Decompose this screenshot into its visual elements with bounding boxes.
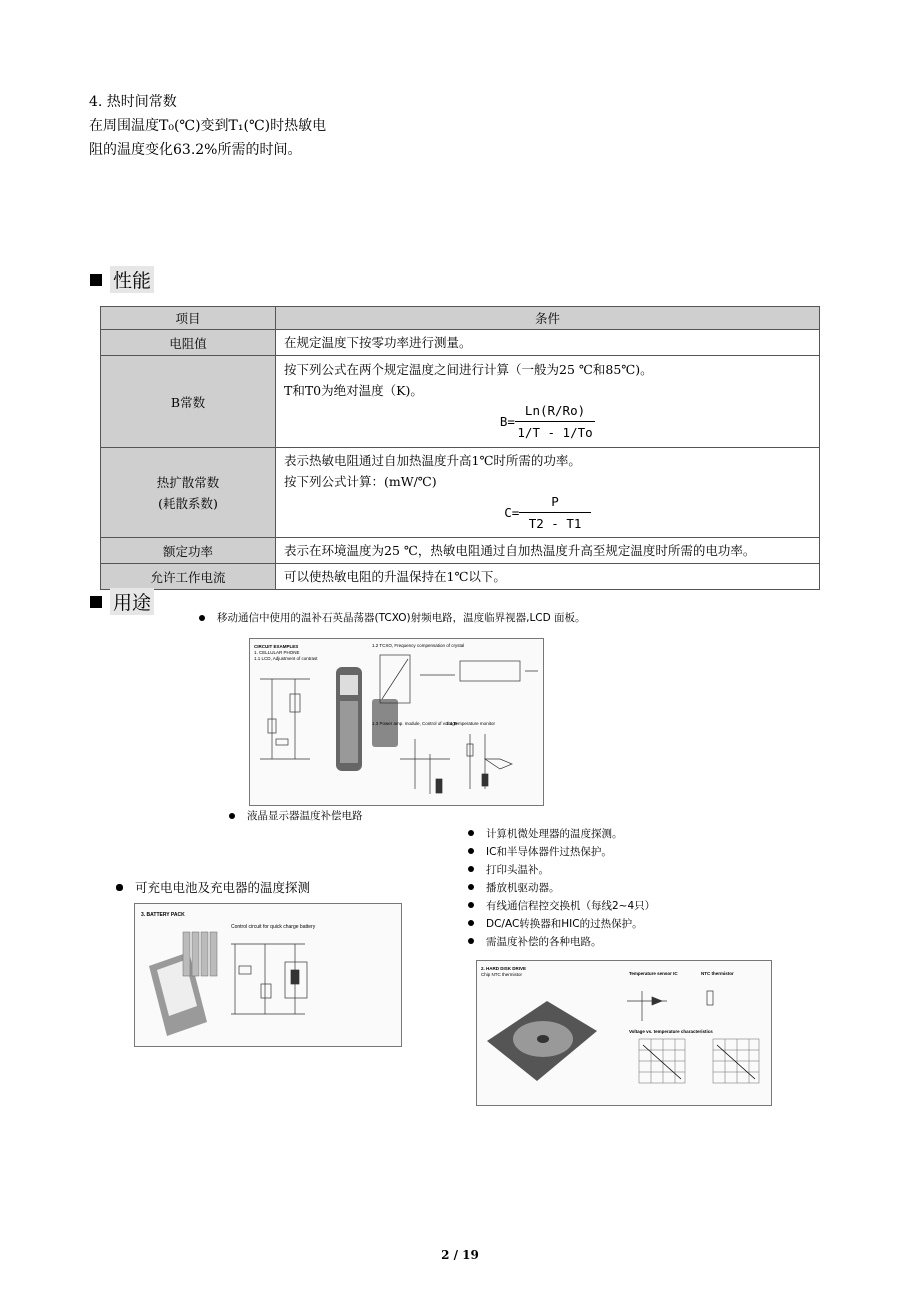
bullet-dot-icon: [116, 884, 123, 891]
bullet-text: DC/AC转换器和HIC的过热保护。: [486, 917, 643, 930]
bullet-dot-icon: [468, 830, 474, 836]
table-row: [101, 356, 820, 448]
bullet-dot-icon: [229, 813, 235, 819]
battery-pack-illustration: [149, 932, 217, 1036]
table-header-row: [101, 307, 820, 330]
figure-caption: 1.3 Power amp. module, Control of voltage: [372, 721, 458, 726]
formula-numerator: P: [519, 494, 591, 513]
table-row: [101, 538, 820, 564]
figure-caption: Temperature sensor IC: [629, 971, 678, 976]
hard-disk-drive-circuit-figure: [476, 960, 772, 1106]
page-number: 2 / 19: [441, 1248, 479, 1262]
hard-disk-drive-diagram: [477, 961, 771, 1105]
formula-lhs: B=: [499, 414, 515, 429]
description-line-1: 在周围温度T₀(℃)变到T₁(℃)时热敏电: [89, 118, 327, 134]
voltage-temperature-plots: [639, 1039, 759, 1083]
header-item: 项目: [101, 307, 276, 330]
row-condition: [276, 448, 820, 538]
bullet-dot-icon: [468, 920, 474, 926]
condition-text: 表示在环境温度为25 ℃，热敏电阻通过自加热温度升高至规定温度时所需的电功率。: [284, 543, 756, 558]
bullet-text: 计算机微处理器的温度探测。: [486, 827, 623, 840]
bullet-text: IC和半导体器件过热保护。: [486, 845, 612, 858]
bullet-dot-icon: [468, 848, 474, 854]
phone-illustration: [336, 667, 398, 771]
performance-heading: [90, 266, 154, 293]
square-bullet-icon: [90, 596, 102, 608]
condition-text: T和T0为绝对温度（K)。: [284, 383, 423, 398]
cellular-phone-circuit-figure: [249, 638, 544, 806]
row-condition: [276, 356, 820, 448]
bullet-text: 移动通信中使用的温补石英晶荡器(TCXO)射频电路，温度临界视器,LCD 面板。: [217, 612, 586, 624]
section-heading: 4. 热时间常数: [89, 94, 177, 110]
figure-caption: NTC thermistor: [701, 971, 734, 976]
list-item: [468, 842, 655, 860]
bullet-dot-icon: [468, 938, 474, 944]
row-condition: [276, 330, 820, 356]
b-constant-formula: [284, 403, 811, 440]
table-row: [101, 564, 820, 590]
condition-text: 可以使热敏电阻的升温保持在1℃以下。: [284, 569, 506, 584]
bullet-text: 打印头温补。: [486, 863, 549, 876]
row-item: B常数: [101, 356, 276, 448]
bullet-dot-icon: [468, 884, 474, 890]
figure-caption: Control circuit for quick charge battery: [231, 924, 316, 930]
bullet-text: 需温度补偿的各种电路。: [486, 935, 602, 948]
condition-text: 表示热敏电阻通过自加热温度升高1℃时所需的功率。: [284, 453, 581, 468]
bullet-text: 可充电电池及充电器的温度探测: [135, 880, 311, 895]
row-condition: [276, 538, 820, 564]
figure-caption: 2. HARD DISK DRIVE: [481, 966, 527, 971]
list-item: [468, 914, 655, 932]
item-subname: (耗散系数): [158, 495, 218, 511]
figure-caption: 1.1 LCD, Adjustment of contrast: [254, 656, 318, 661]
condition-text: 按下列公式在两个规定温度之间进行计算（一般为25 ℃和85℃)。: [284, 362, 653, 377]
bullet-dot-icon: [468, 902, 474, 908]
usage-bullet-mobile: [199, 610, 586, 625]
usage-bullet-battery: [116, 878, 310, 896]
description-line-2: 阻的温度变化63.2%所需的时间。: [89, 142, 302, 158]
formula-fraction: [519, 494, 591, 531]
row-item: 电阻值: [101, 330, 276, 356]
performance-title: 性能: [110, 266, 154, 293]
list-item: [468, 860, 655, 878]
figure-caption: Chip NTC thermistor: [481, 972, 523, 977]
battery-pack-circuit-diagram: [135, 904, 401, 1046]
list-item: [468, 896, 655, 914]
cellular-phone-circuit-diagram: [250, 639, 543, 805]
row-item: [101, 448, 276, 538]
figure-caption: 1.4 Temperature monitor: [446, 721, 495, 726]
figure-caption: 1.2 TCXO, Frequency compensation of crystal: [372, 643, 465, 648]
list-item: [468, 932, 655, 950]
figure-caption: 1. CELLULAR PHONE: [254, 650, 300, 655]
formula-denominator: 1/T - 1/To: [517, 425, 593, 440]
item-name: 热扩散常数: [156, 474, 220, 490]
bullet-dot-icon: [199, 615, 205, 621]
condition-text: 在规定温度下按零功率进行测量。: [284, 335, 472, 350]
bullet-text: 液晶显示器温度补偿电路: [247, 810, 363, 822]
thermal-time-constant-section: [89, 90, 326, 162]
formula-fraction: [515, 403, 595, 440]
usage-heading: [90, 588, 154, 615]
list-item: [468, 824, 655, 842]
formula-denominator: T2 - T1: [528, 516, 582, 531]
table-row: [101, 330, 820, 356]
figure-caption: 3. BATTERY PACK: [141, 912, 185, 918]
table-row: [101, 448, 820, 538]
usage-bullet-list: [468, 824, 655, 950]
header-condition: 条件: [276, 307, 820, 330]
figure-caption: CIRCUIT EXAMPLES: [254, 644, 299, 649]
formula-lhs: C=: [504, 505, 520, 520]
battery-pack-circuit-figure: [134, 903, 402, 1047]
list-item: [468, 878, 655, 896]
disk-drive-illustration: [487, 1001, 597, 1081]
bullet-dot-icon: [468, 866, 474, 872]
row-condition: [276, 564, 820, 590]
usage-title: 用途: [110, 588, 154, 615]
bullet-text: 有线通信程控交换机（每线2~4只）: [486, 899, 656, 912]
dissipation-formula: [284, 494, 811, 531]
formula-numerator: Ln(R/Ro): [515, 403, 595, 422]
square-bullet-icon: [90, 274, 102, 286]
usage-bullet-lcd: [229, 808, 363, 823]
figure-caption: Voltage vs. temperature characteristics: [629, 1029, 713, 1034]
row-item: 允许工作电流: [101, 564, 276, 590]
row-item: 额定功率: [101, 538, 276, 564]
bullet-text: 播放机驱动器。: [486, 881, 560, 894]
performance-table: [100, 306, 820, 590]
condition-text: 按下列公式计算：(mW/℃): [284, 474, 437, 489]
